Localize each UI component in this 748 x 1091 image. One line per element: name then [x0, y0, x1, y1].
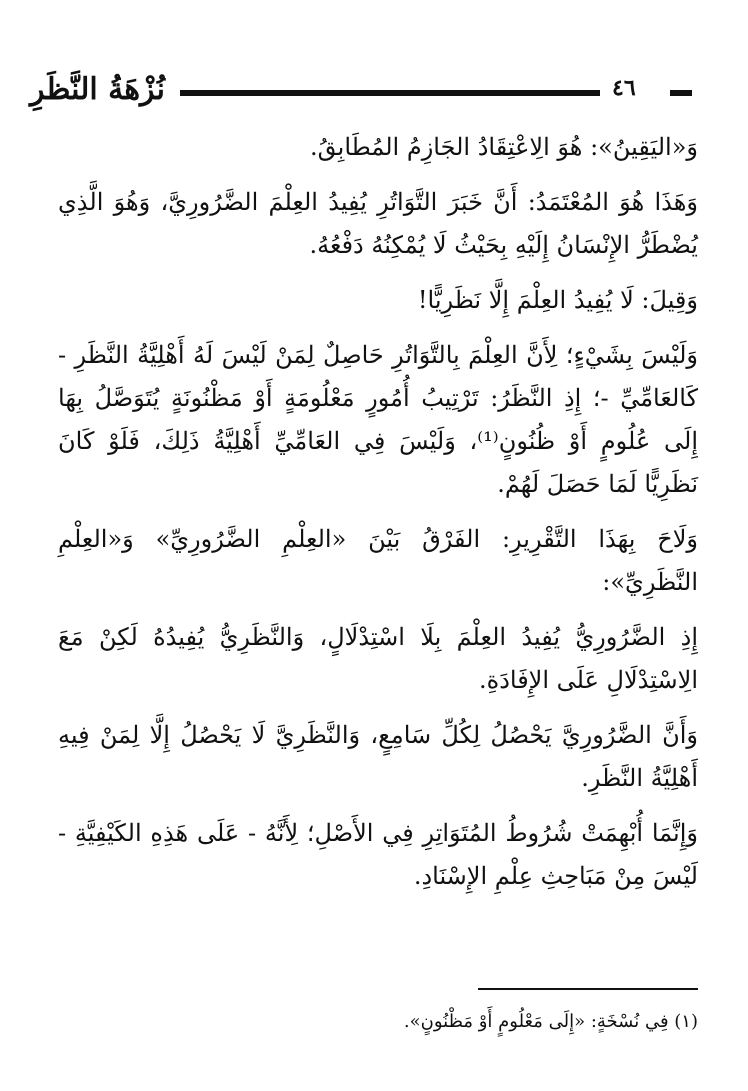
paragraph-6: إِذِ الضَّرُورِيُّ يُفِيدُ العِلْمَ بِلَا اسْتِدْلَالٍ، وَالنَّظَرِيُّ يُفِيدُهُ لَكِنْ مَعَ الِاسْتِدْلَالِ عَلَى الإِفَادَةِ. [58, 623, 698, 694]
header-dash [670, 90, 692, 96]
page-number: ٤٦ [612, 75, 636, 101]
paragraph-4: وَلَيْسَ بِشَيْءٍ؛ لِأَنَّ العِلْمَ بِالتَّوَاتُرِ حَاصِلٌ لِمَنْ لَيْسَ لَهُ أَهْلِيَّةُ النَّظَرِ - كَالعَامِّيِّ -؛ إِذِ النَّظَرُ: تَرْتِيبُ أُمُورٍ مَعْلُومَةٍ أَوْ مَظْنُونَةٍ يُتَوَصَّلُ بِهَا إِلَى عُلُومٍ أَوْ ظُنُونٍ⁽¹⁾، وَلَيْسَ فِي العَامِّيِّ أَهْلِيَّةُ ذَلِكَ، فَلَوْ كَانَ نَظَرِيًّا لَمَا حَصَلَ لَهُمْ. [58, 341, 699, 498]
paragraph-1: وَ«اليَقِينُ»: هُوَ الِاعْتِقَادُ الجَازِمُ المُطَابِقُ. [310, 133, 698, 161]
header-rule [180, 90, 600, 96]
body-text [58, 126, 698, 910]
paragraph-2: وَهَذَا هُوَ المُعْتَمَدُ: أَنَّ خَبَرَ التَّوَاتُرِ يُفِيدُ العِلْمَ الضَّرُورِيَّ، وَهُوَ الَّذِي يُضْطَرُّ الإِنْسَانُ إِلَيْهِ بِحَيْثُ لَا يُمْكِنُهُ دَفْعُهُ. [58, 188, 698, 259]
footnote: (١) فِي نُسْخَةٍ: «إِلَى مَعْلُومٍ أَوْ مَظْنُونٍ». [403, 1011, 698, 1032]
book-title: نُزْهَةُ النَّظَرِ [30, 72, 165, 107]
footnote-divider [478, 988, 698, 990]
paragraph-7: وَأَنَّ الضَّرُورِيَّ يَحْصُلُ لِكُلِّ سَامِعٍ، وَالنَّظَرِيَّ لَا يَحْصُلُ إِلَّا لِمَنْ فِيهِ أَهْلِيَّةُ النَّظَرِ. [58, 721, 698, 792]
paragraph-8: وَإِنَّمَا أُبْهِمَتْ شُرُوطُ المُتَوَاتِرِ فِي الأَصْلِ؛ لِأَنَّهُ - عَلَى هَذِهِ الكَيْفِيَّةِ - لَيْسَ مِنْ مَبَاحِثِ عِلْمِ الإِسْنَادِ. [58, 819, 698, 890]
paragraph-3: وَقِيلَ: لَا يُفِيدُ العِلْمَ إِلَّا نَظَرِيًّا! [417, 286, 698, 314]
page-header [30, 70, 698, 114]
paragraph-5: وَلَاحَ بِهَذَا التَّقْرِيرِ: الفَرْقُ بَيْنَ «العِلْمِ الضَّرُورِيِّ» وَ«العِلْمِ النَّظَرِيِّ»: [58, 525, 698, 596]
